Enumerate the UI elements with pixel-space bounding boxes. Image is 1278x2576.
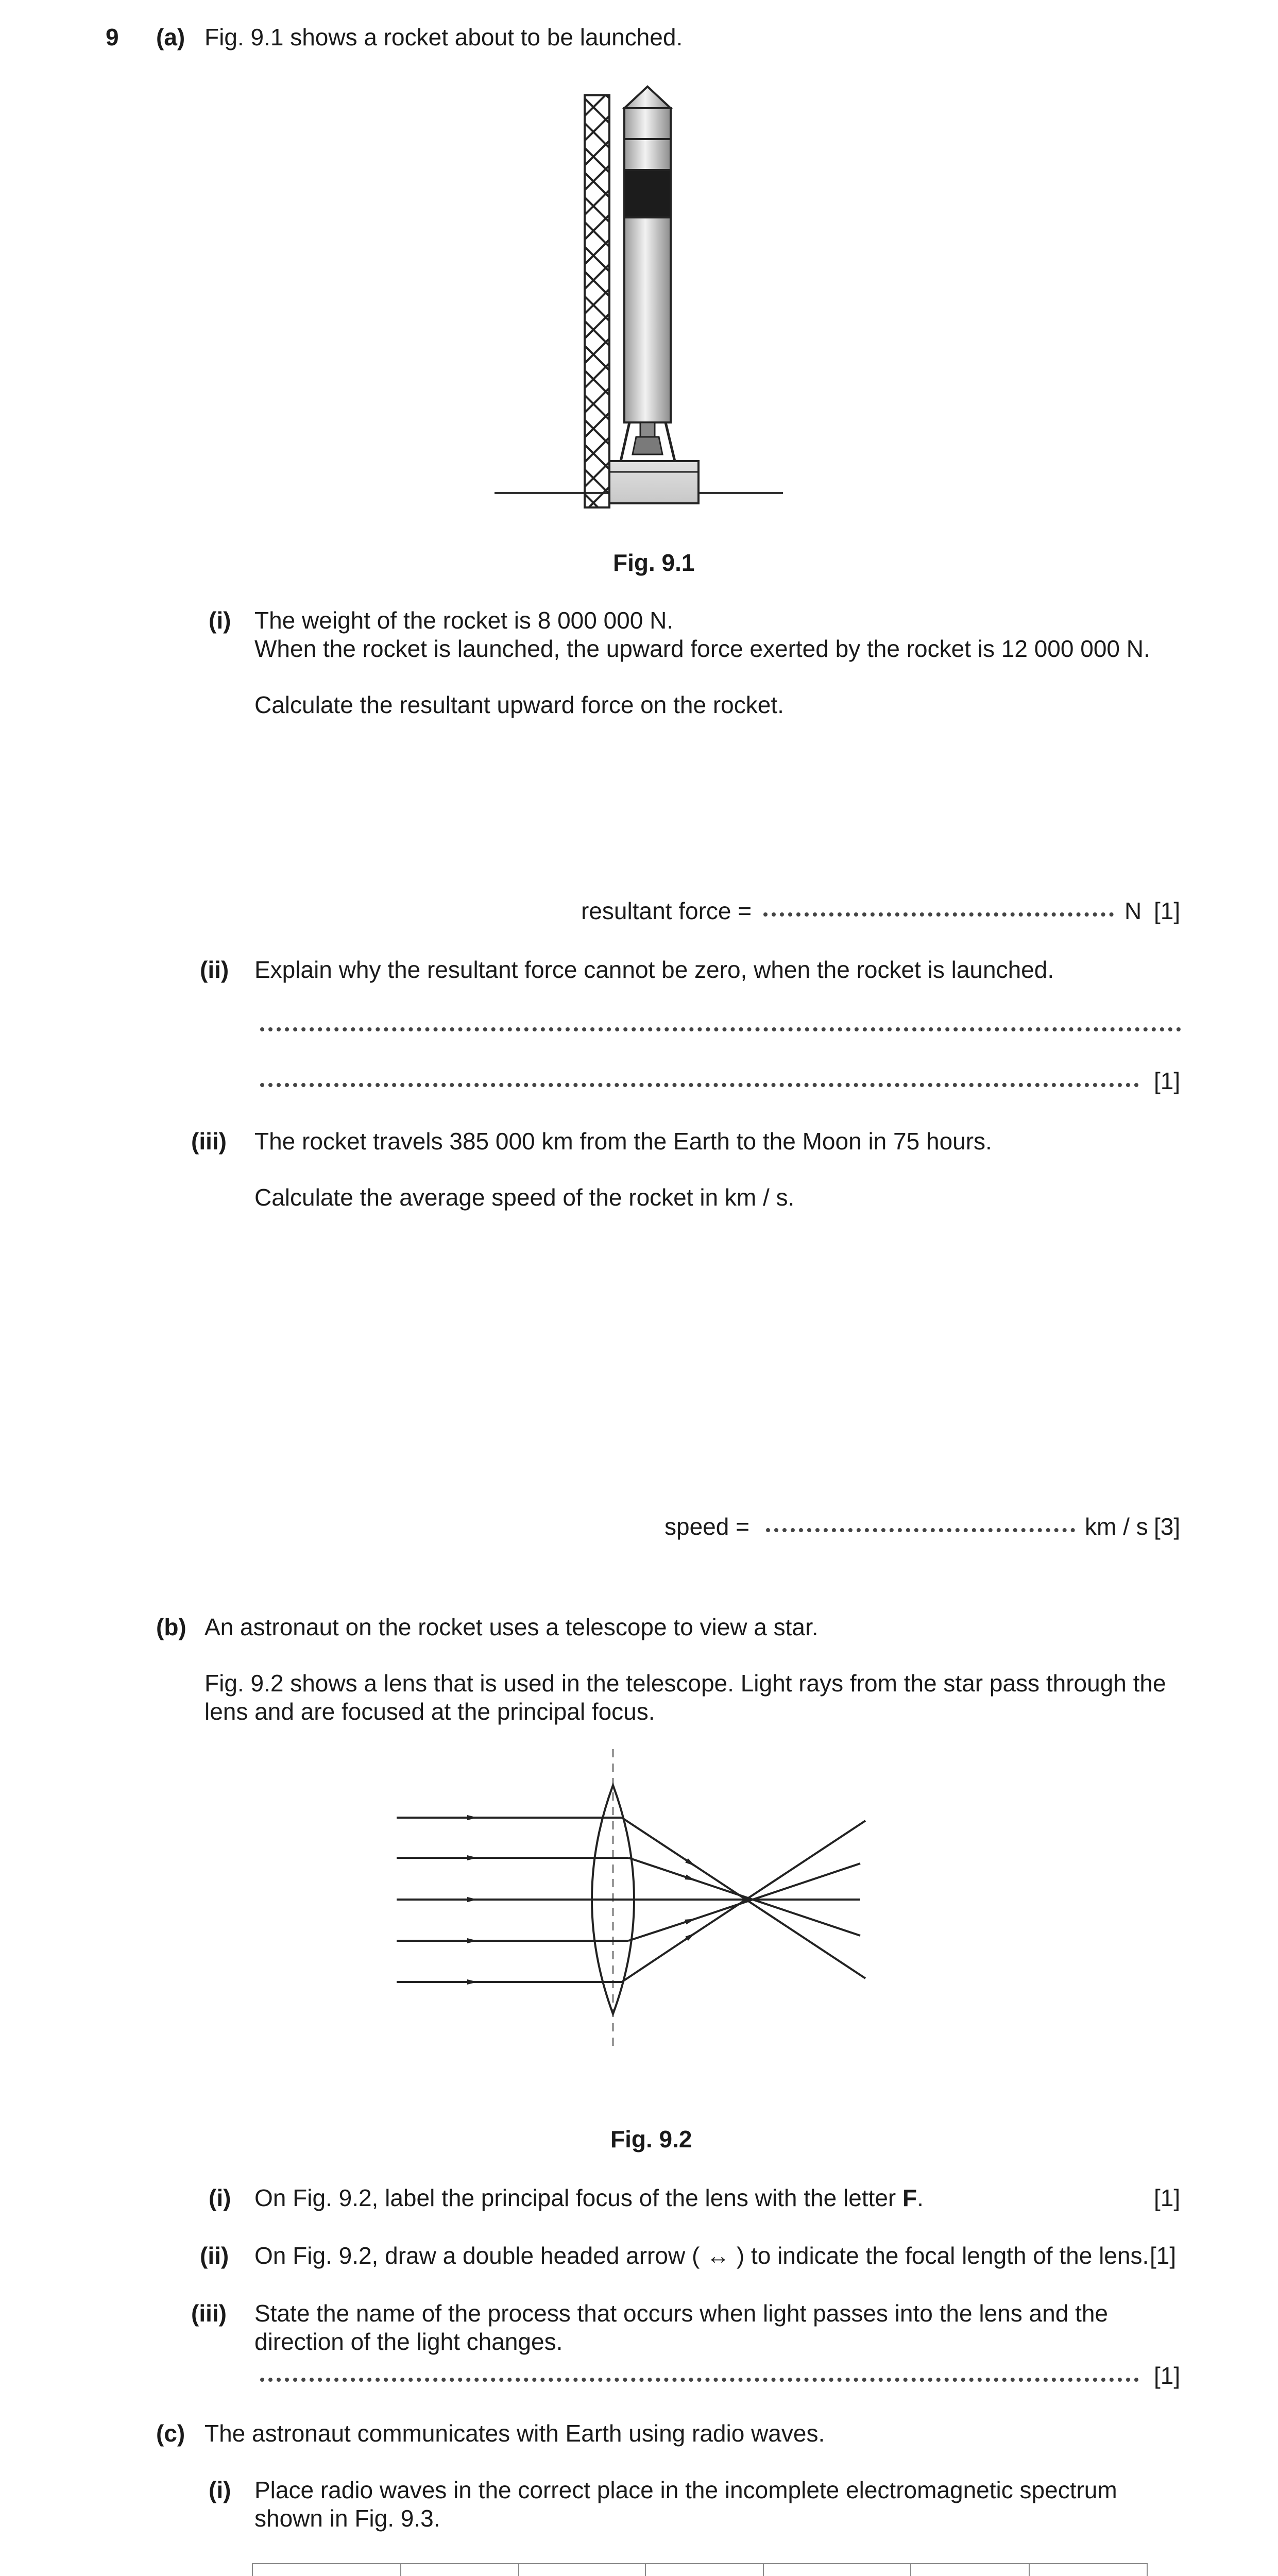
part-b-ii-marks: [1] [1150, 2242, 1177, 2269]
spectrum-cell-blank-4[interactable] [1029, 2564, 1147, 2576]
part-b-iii-line1: State the name of the process that occurs when light passes into the lens and the [254, 2300, 1109, 2327]
part-a-i-line2: When the rocket is launched, the upward force exerted by the rocket is 12 000 000 N. [254, 635, 1150, 662]
spectrum-cell-ultraviolet [519, 2564, 645, 2576]
part-c-i-label: (i) [209, 2477, 231, 2503]
launch-tower [585, 95, 609, 507]
part-a-ii-marks: [1] [1154, 1067, 1181, 1094]
part-b-i-label: (i) [209, 2184, 231, 2211]
part-c-label: (c) [156, 2420, 185, 2447]
rocket-dark-band [624, 170, 671, 217]
figure-9-2-caption: Fig. 9.2 [610, 2126, 692, 2153]
part-b-ii-label: (ii) [200, 2242, 229, 2269]
part-a-intro: Fig. 9.1 shows a rocket about to be launched. [205, 24, 683, 50]
part-a-ii-answer-line-1[interactable] [260, 1025, 1181, 1031]
part-b-i-marks: [1] [1154, 2184, 1181, 2211]
lens-diagram[interactable] [397, 1749, 886, 2053]
part-b-ii-text: On Fig. 9.2, draw a double headed arrow ( ↔ ) to indicate the focal length of the lens. [254, 2242, 1149, 2269]
rocket-lower-body [624, 217, 671, 422]
spectrum-cell-gamma [252, 2564, 401, 2576]
part-a-iii-line1: The rocket travels 385 000 km from the Earth to the Moon in 75 hours. [254, 1128, 992, 1155]
part-b-iii-label: (iii) [191, 2300, 227, 2327]
launch-pad [609, 461, 698, 503]
rocket-nozzle [633, 437, 662, 454]
part-c-i-line1: Place radio waves in the correct place in the incomplete electromagnetic spectrum [254, 2477, 1117, 2503]
part-a-i-line1: The weight of the rocket is 8 000 000 N. [254, 607, 674, 634]
resultant-force-answer-line[interactable] [763, 910, 1114, 917]
rocket-figure [495, 82, 793, 505]
spectrum-cell-blank-3[interactable] [911, 2564, 1029, 2576]
part-b-label: (b) [156, 1614, 186, 1640]
part-b-paragraph-line2: lens and are focused at the principal focus. [205, 1698, 655, 1725]
resultant-force-prefix: resultant force = [581, 897, 752, 924]
part-a-label: (a) [156, 24, 185, 50]
part-b-paragraph-line1: Fig. 9.2 shows a lens that is used in the telescope. Light rays from the star pass through the [205, 1670, 1166, 1697]
speed-prefix: speed = [664, 1513, 749, 1540]
em-spectrum-table [252, 2563, 1148, 2576]
part-a-ii-answer-line-2[interactable] [260, 1081, 1139, 1087]
part-b-iii-line2: direction of the light changes. [254, 2328, 563, 2355]
rocket-upper-body [624, 108, 671, 139]
resultant-force-unit: N [1124, 897, 1142, 924]
part-c-intro: The astronaut communicates with Earth using radio waves. [205, 2420, 825, 2447]
part-b-i-text: On Fig. 9.2, label the principal focus of the lens with the letter F. [254, 2184, 924, 2211]
nose-cone [624, 87, 671, 108]
part-a-i-marks: [1] [1154, 897, 1181, 924]
part-b-iii-marks: [1] [1154, 2362, 1181, 2389]
part-a-iii-marks: [3] [1154, 1513, 1181, 1540]
part-a-iii-instruction: Calculate the average speed of the rocket in km / s. [254, 1184, 795, 1211]
part-c-i-line2: shown in Fig. 9.3. [254, 2505, 440, 2532]
part-b-iii-answer-line[interactable] [260, 2376, 1139, 2382]
spectrum-cell-blank-1[interactable] [401, 2564, 519, 2576]
part-b-intro: An astronaut on the rocket uses a telescope to view a star. [205, 1614, 819, 1640]
speed-answer-line[interactable] [766, 1526, 1075, 1532]
part-a-i-instruction: Calculate the resultant upward force on the rocket. [254, 691, 784, 718]
speed-unit: km / s [1085, 1513, 1148, 1540]
part-a-ii-question: Explain why the resultant force cannot be zero, when the rocket is launched. [254, 956, 1054, 983]
figure-9-1-caption: Fig. 9.1 [613, 549, 695, 576]
part-a-ii-label: (ii) [200, 956, 229, 983]
part-a-i-label: (i) [209, 607, 231, 634]
spectrum-cell-blank-2[interactable] [645, 2564, 763, 2576]
part-a-iii-label: (iii) [191, 1128, 227, 1155]
question-number: 9 [106, 24, 119, 50]
spectrum-cell-infrared [763, 2564, 911, 2576]
